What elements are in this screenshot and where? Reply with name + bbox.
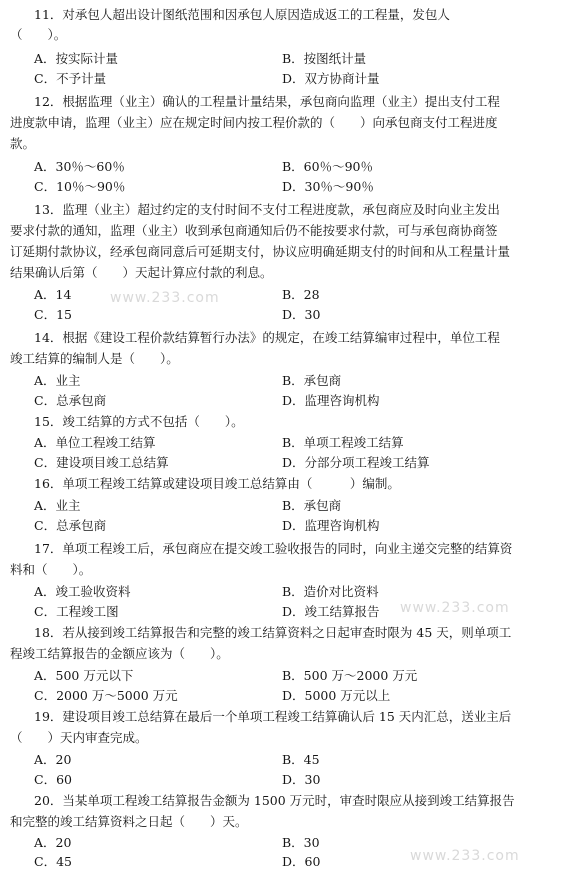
question-20-stem-line-2: 和完整的竣工结算资料之日起（ ）天。 (10, 814, 248, 829)
question-11-option-b: B．按图纸计量 (282, 51, 367, 66)
question-17-stem-line-1: 17．单项工程竣工后，承包商应在提交竣工验收报告的同时，向业主递交完整的结算资 (34, 541, 513, 556)
watermark-text: www.233.com (400, 600, 510, 616)
question-17-option-c: C．工程竣工图 (34, 604, 119, 619)
question-13-option-d: D．30 (282, 307, 321, 322)
question-13-stem-line-2: 要求付款的通知，监理（业主）收到承包商通知后仍不能按要求付款，可与承包商协商签 (10, 223, 498, 238)
question-19-stem-line-2: （ ）天内审查完成。 (10, 730, 148, 745)
question-19-option-c: C．60 (34, 772, 72, 787)
question-15-stem-line-1: 15．竣工结算的方式不包括（ ）。 (34, 414, 244, 429)
question-11-option-a: A．按实际计量 (34, 51, 119, 66)
question-12-stem-line-2: 进度款申请，监理（业主）应在规定时间内按工程价款的（ ）向承包商支付工程进度 (10, 115, 498, 130)
question-18-option-b: B．500 万～2000 万元 (282, 668, 418, 683)
watermark-text: www.233.com (110, 290, 220, 306)
question-13-option-a: A．14 (34, 287, 72, 302)
question-13-option-b: B．28 (282, 287, 320, 302)
question-16-option-a: A．业主 (34, 498, 81, 513)
question-20-option-c: C．45 (34, 854, 72, 869)
question-13-option-c: C．15 (34, 307, 72, 322)
question-19-option-d: D．30 (282, 772, 321, 787)
question-11-stem-line-2: （ ）。 (10, 27, 67, 42)
question-17-option-d: D．竣工结算报告 (282, 604, 380, 619)
question-12-option-c: C．10％～90％ (34, 179, 126, 194)
question-18-option-c: C．2000 万～5000 万元 (34, 688, 178, 703)
question-18-option-a: A．500 万元以下 (34, 668, 134, 683)
question-18-stem-line-1: 18．若从接到竣工结算报告和完整的竣工结算资料之日起审查时限为 45 天，则单项工 (34, 625, 512, 640)
question-20-option-a: A．20 (34, 835, 72, 850)
question-15-option-b: B．单项工程竣工结算 (282, 435, 404, 450)
question-12-stem-line-3: 款。 (10, 136, 36, 151)
question-17-stem-line-2: 料和（ ）。 (10, 562, 92, 577)
question-14-option-c: C．总承包商 (34, 393, 107, 408)
question-11-option-c: C．不予计量 (34, 71, 107, 86)
watermark-text: www.233.com (410, 848, 520, 864)
question-15-option-a: A．单位工程竣工结算 (34, 435, 156, 450)
question-11-option-d: D．双方协商计量 (282, 71, 380, 86)
question-19-stem-line-1: 19．建设项目竣工总结算在最后一个单项工程竣工结算确认后 15 天内汇总，送业主后 (34, 709, 512, 724)
question-12-option-d: D．30％～90％ (282, 179, 374, 194)
question-17-option-b: B．造价对比资料 (282, 584, 379, 599)
question-16-option-c: C．总承包商 (34, 518, 107, 533)
question-14-option-a: A．业主 (34, 373, 81, 388)
question-13-stem-line-3: 订延期付款协议，经承包商同意后可延期支付，协议应明确延期支付的时间和从工程量计量 (10, 244, 511, 259)
question-13-stem-line-1: 13．监理（业主）超过约定的支付时间不支付工程进度款，承包商应及时向业主发出 (34, 202, 500, 217)
question-14-stem-line-2: 竣工结算的编制人是（ ）。 (10, 351, 179, 366)
question-11-stem-line-1: 11．对承包人超出设计图纸范围和因承包人原因造成返工的工程量，发包人 (34, 7, 450, 22)
question-15-option-d: D．分部分项工程竣工结算 (282, 455, 430, 470)
question-18-stem-line-2: 程竣工结算报告的金额应该为（ ）。 (10, 646, 229, 661)
question-14-option-b: B．承包商 (282, 373, 342, 388)
question-12-stem-line-1: 12．根据监理（业主）确认的工程量计量结果，承包商向监理（业主）提出支付工程 (34, 94, 500, 109)
question-20-option-b: B．30 (282, 835, 320, 850)
question-14-stem-line-1: 14．根据《建设工程价款结算暂行办法》的规定，在竣工结算编审过程中，单位工程 (34, 330, 500, 345)
question-16-stem-line-1: 16．单项工程竣工结算或建设项目竣工总结算由（ ）编制。 (34, 476, 400, 491)
question-18-option-d: D．5000 万元以上 (282, 688, 391, 703)
question-12-option-a: A．30％～60％ (34, 159, 125, 174)
question-20-option-d: D．60 (282, 854, 321, 869)
question-19-option-a: A．20 (34, 752, 72, 767)
question-20-stem-line-1: 20．当某单项工程竣工结算报告金额为 1500 万元时，审查时限应从接到竣工结算报告 (34, 793, 515, 808)
question-17-option-a: A．竣工验收资料 (34, 584, 131, 599)
question-14-option-d: D．监理咨询机构 (282, 393, 380, 408)
question-16-option-b: B．承包商 (282, 498, 342, 513)
question-16-option-d: D．监理咨询机构 (282, 518, 380, 533)
question-19-option-b: B．45 (282, 752, 320, 767)
question-15-option-c: C．建设项目竣工总结算 (34, 455, 169, 470)
question-13-stem-line-4: 结果确认后第（ ）天起计算应付款的利息。 (10, 265, 273, 280)
question-12-option-b: B．60％～90％ (282, 159, 373, 174)
